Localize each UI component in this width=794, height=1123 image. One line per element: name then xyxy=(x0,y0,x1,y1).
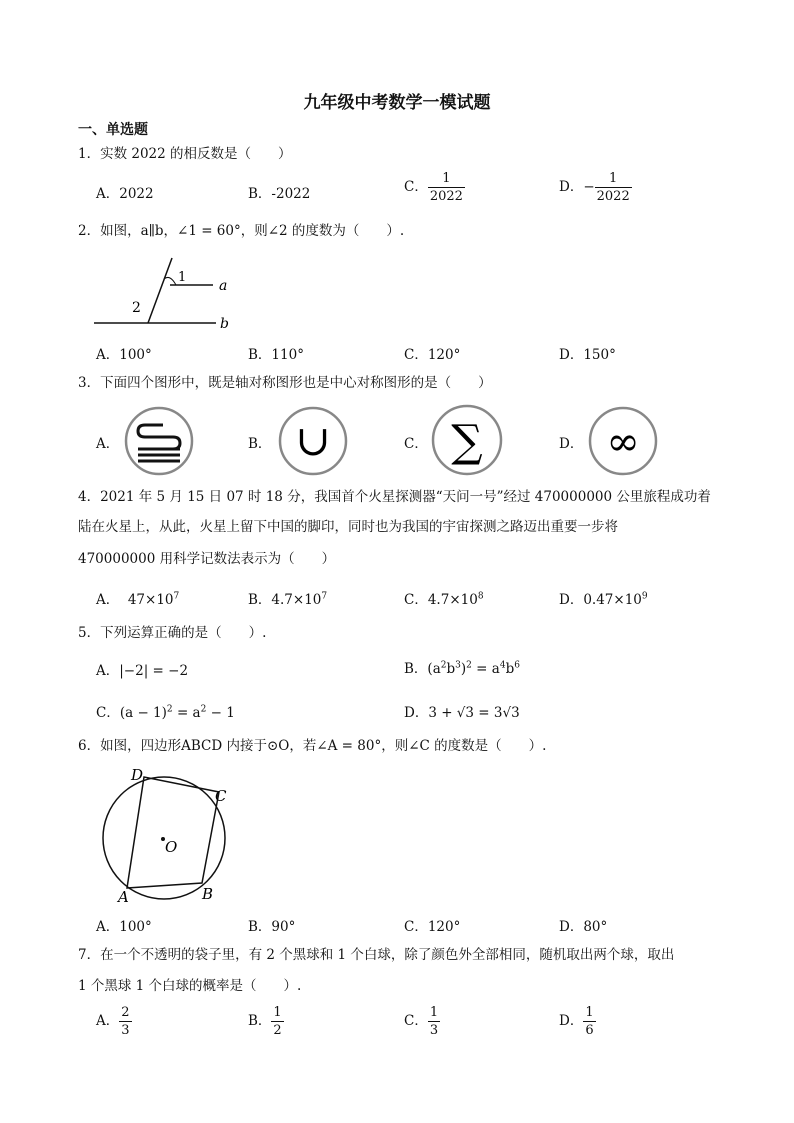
angle-2-label: 2 xyxy=(132,300,141,316)
svg-text:A: A xyxy=(118,888,129,906)
q6-option-c: C．120° xyxy=(404,919,461,935)
q7-option-a: A． $\frac{2}{3}$ xyxy=(96,1005,130,1038)
section-heading: 一、单选题 xyxy=(78,122,148,138)
fraction: $\frac{1}{6}$ xyxy=(585,1005,594,1038)
q1-option-a: A．2022 xyxy=(96,186,154,202)
q2-option-d: D．150° xyxy=(559,347,616,363)
q3-option-b-label: B． xyxy=(248,436,272,452)
q7-option-b: B． $\frac{1}{2}$ xyxy=(248,1005,282,1038)
page-title: 九年级中考数学一模试题 xyxy=(303,93,491,113)
svg-text:∞: ∞ xyxy=(606,419,640,465)
q5-stem: 5．下列运算正确的是（ ）. xyxy=(78,625,267,641)
q3-option-b-symbol-icon xyxy=(277,405,349,477)
q3-option-a-symbol-icon xyxy=(123,405,195,477)
q1-option-d xyxy=(559,172,632,203)
q2-option-c: C．120° xyxy=(404,347,461,363)
q6-inscribed-quadrilateral-figure xyxy=(95,762,245,907)
q3-option-a-label: A． xyxy=(96,436,120,452)
q4-option-b: B．$4.7\times 10^7$ xyxy=(248,591,328,608)
q6-option-b: B．90° xyxy=(248,919,296,935)
q7-option-d: D． $\frac{1}{6}$ xyxy=(559,1005,594,1038)
q5-option-c: C．$(a - 1)^2 = a^2 - 1$ xyxy=(96,704,235,721)
option-label: C． xyxy=(404,179,428,195)
q1-option-b: B．-2022 xyxy=(248,186,311,202)
q2-option-b: B．110° xyxy=(248,347,304,363)
q3-stem: 3．下面四个图形中，既是轴对称图形也是中心对称图形的是（ ） xyxy=(78,375,492,391)
svg-text:∪: ∪ xyxy=(295,416,331,465)
svg-text:D: D xyxy=(131,766,144,784)
q1-option-c xyxy=(404,172,465,203)
q4-stem-line1: 4．2021 年 5 月 15 日 07 时 18 分，我国首个火星探测器“天问一号”经过 470000000 公里旅程成功着 xyxy=(78,489,711,505)
fraction: $\frac{1}{2022}$ xyxy=(596,171,630,204)
fraction: $\frac{1}{2022}$ xyxy=(429,171,463,204)
q5-option-d: D．3 + √3 = 3√3 xyxy=(404,705,520,721)
angle-1-label: 1 xyxy=(178,270,187,285)
q4-option-c: C．$4.7\times 10^8$ xyxy=(404,591,484,608)
q5-option-a: A．|−2| = −2 xyxy=(96,663,189,679)
svg-text:B: B xyxy=(202,885,214,903)
line-b-label: b xyxy=(220,316,229,332)
q4-stem-line3: 470000000 用科学记数法表示为（ ） xyxy=(78,551,336,567)
fraction: $\frac{2}{3}$ xyxy=(121,1005,130,1038)
q2-stem: 2．如图，a∥b，∠1 = 60°，则∠2 的度数为（ ）. xyxy=(78,223,405,239)
q3-option-c-symbol-icon xyxy=(430,403,504,477)
q5-option-b: B．$(a^2b^3)^2 = a^4b^6$ xyxy=(404,660,520,677)
q2-option-a: A．100° xyxy=(96,347,152,363)
svg-text:∑: ∑ xyxy=(451,416,483,467)
q4-option-a: A． $47\times 10^7$ xyxy=(96,591,180,608)
fraction: $\frac{1}{2}$ xyxy=(273,1005,282,1038)
svg-text:O: O xyxy=(165,838,178,856)
q2-parallel-lines-figure xyxy=(90,250,240,332)
q7-stem-line2: 1 个黑球 1 个白球的概率是（ ）. xyxy=(78,978,302,994)
q3-option-d-symbol-icon xyxy=(587,405,659,477)
fraction: $\frac{1}{3}$ xyxy=(429,1005,439,1038)
q7-stem-line1: 7．在一个不透明的袋子里，有 2 个黑球和 1 个白球，除了颜色外全部相同，随机取出两个球，取出 xyxy=(78,947,675,963)
q6-option-d: D．80° xyxy=(559,919,608,935)
angle-1-arc xyxy=(164,277,176,285)
q4-stem-line2: 陆在火星上，从此，火星上留下中国的脚印，同时也为我国的宇宙探测之路迈出重要一步将 xyxy=(78,519,618,535)
line-a-label: a xyxy=(219,278,228,294)
q6-stem: 6．如图，四边形ABCD 内接于⊙O，若∠A = 80°，则∠C 的度数是（ ）. xyxy=(78,738,547,754)
q7-option-c: C． $\frac{1}{3}$ xyxy=(404,1005,439,1038)
q3-option-c-label: C． xyxy=(404,436,428,452)
option-label: D．− xyxy=(559,179,595,195)
q3-option-d-label: D． xyxy=(559,436,584,452)
svg-text:C: C xyxy=(215,787,227,805)
q6-option-a: A．100° xyxy=(96,919,152,935)
transversal xyxy=(148,258,172,323)
q4-option-d: D．$0.47\times 10^9$ xyxy=(559,591,648,608)
q1-stem: 1．实数 2022 的相反数是（ ） xyxy=(78,146,292,162)
